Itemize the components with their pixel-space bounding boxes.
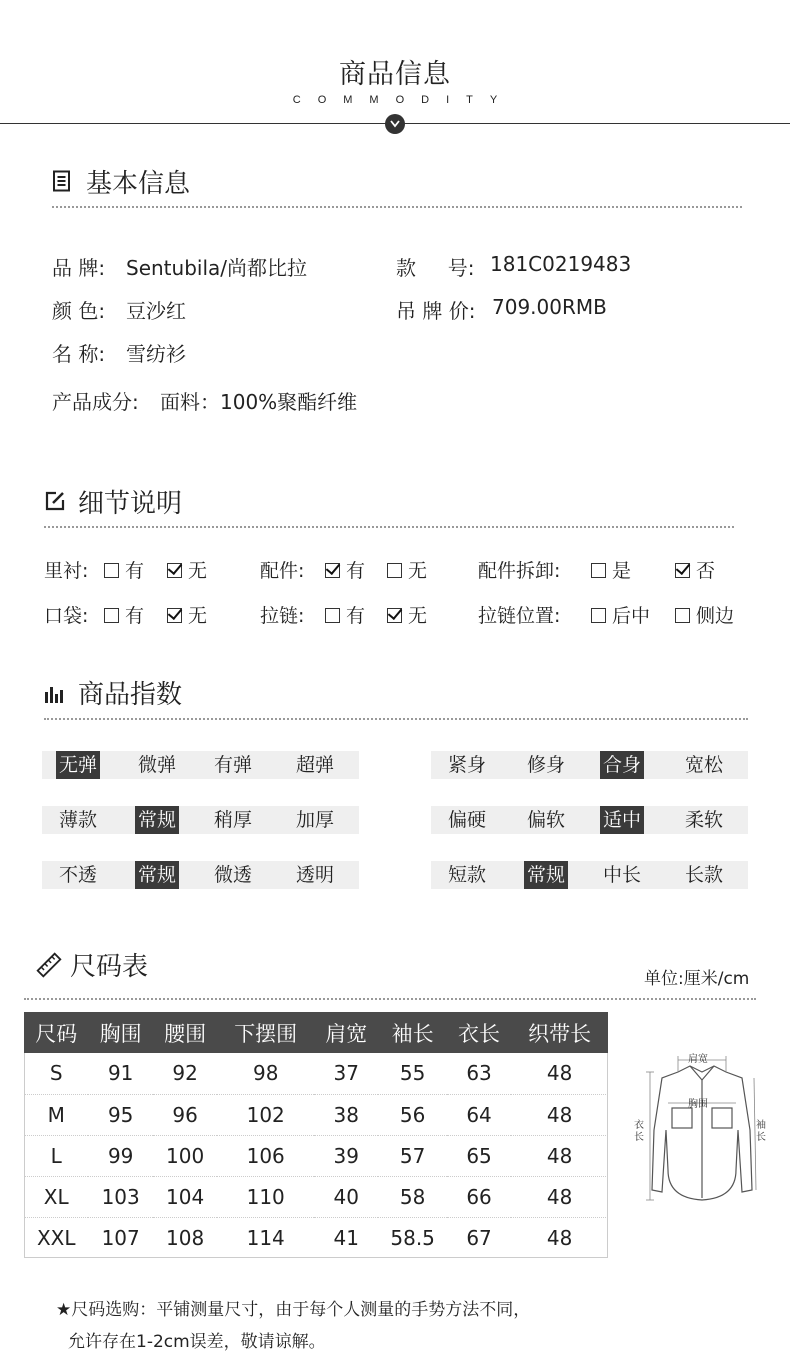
detail-option[interactable]: 侧边 [675,601,734,628]
table-header-cell: 袖长 [378,1012,446,1053]
size-table [24,1012,608,1258]
table-cell: 67 [466,1225,492,1250]
brand-value: Sentubila/尚都比拉 [126,256,307,280]
detail-label: 里衬: [44,560,89,582]
index-option: 不透 [58,864,97,886]
note-line-1: ★尺码选购：平铺测量尺寸，由于每个人测量的手势方法不同， [56,1300,531,1320]
checkbox[interactable] [104,563,119,578]
name-value: 雪纺衫 [126,342,186,366]
diagram-label-chest: 胸围 [688,1099,708,1110]
index-option: 长款 [684,864,723,886]
checkbox[interactable] [104,608,119,623]
table-cell: 48 [511,1135,608,1176]
index-bar [431,751,748,779]
table-cell: 98 [217,1053,314,1094]
section-title-details: 细节说明 [78,489,183,519]
table-cell: XL [24,1176,88,1217]
table-cell: M [24,1094,88,1135]
detail-option[interactable]: 有 [104,601,144,628]
index-bar [42,751,359,779]
section-title-index: 商品指数 [78,680,183,710]
index-option: 短款 [447,864,486,886]
checkbox[interactable] [325,608,340,623]
table-cell: 37 [314,1053,378,1094]
edit-icon [44,490,66,516]
index-option-selected: 无弹 [56,751,100,779]
table-row [24,1217,608,1258]
dotted-divider [44,526,734,528]
checkbox-checked[interactable] [387,608,402,623]
unit-label: 单位:厘米/cm [644,969,750,989]
table-cell: 91 [88,1053,152,1094]
table-cell: 110 [217,1176,314,1217]
composition-value: 面料：100%聚酯纤维 [160,390,358,414]
index-option: 偏硬 [447,809,486,831]
page-subtitle: COMMODITY [292,94,515,106]
table-cell: S [24,1053,88,1094]
price-label: 吊 牌 价: [396,299,476,323]
checkbox[interactable] [591,563,606,578]
index-bar [431,806,748,834]
index-option: 偏软 [526,809,565,831]
index-option: 超弹 [295,754,334,776]
table-cell: 99 [88,1135,152,1176]
color-label: 颜 色: [52,299,106,323]
table-cell: 102 [217,1094,314,1135]
color-value: 豆沙红 [126,299,186,323]
checkbox-checked[interactable] [675,563,690,578]
table-cell: 48 [511,1094,608,1135]
document-icon [52,170,72,196]
dotted-divider [24,998,756,1000]
table-cell: 114 [246,1225,285,1250]
table-cell: 56 [378,1094,446,1135]
section-title-size: 尺码表 [70,952,149,982]
price-value: 709.00RMB [492,295,607,319]
index-option: 微透 [213,864,252,886]
index-option: 紧身 [447,754,486,776]
checkbox[interactable] [675,608,690,623]
checkbox-checked[interactable] [167,563,182,578]
detail-option[interactable]: 有 [104,556,144,583]
composition-label: 产品成分: [52,390,139,414]
table-cell: 104 [153,1176,217,1217]
note-line-2: 允许存在1-2cm误差，敬请谅解。 [68,1332,326,1352]
detail-option[interactable]: 无 [167,556,207,583]
table-cell: XXL [36,1225,76,1250]
table-cell: 66 [447,1176,511,1217]
table-cell: 63 [447,1053,511,1094]
table-header-cell: 肩宽 [314,1012,378,1053]
detail-option[interactable]: 无 [387,556,427,583]
index-option-selected: 常规 [135,861,179,889]
checkbox[interactable] [591,608,606,623]
table-row [24,1094,608,1135]
table-cell: 106 [217,1135,314,1176]
brand-label: 品 牌: [52,256,106,280]
dotted-divider [52,206,742,208]
table-row [24,1176,608,1217]
garment-diagram [632,1050,772,1210]
table-cell: 92 [153,1053,217,1094]
index-option-selected: 常规 [135,806,179,834]
index-option: 稍厚 [213,809,252,831]
checkbox[interactable] [387,563,402,578]
index-bar [431,861,748,889]
table-cell: 100 [153,1135,217,1176]
index-option: 宽松 [684,754,723,776]
bar-chart-icon [44,684,64,708]
table-header-row [24,1012,608,1053]
detail-label: 配件: [260,560,305,582]
diagram-label-length: 衣长 [634,1120,644,1143]
dotted-divider [44,718,748,720]
table-row [24,1053,608,1094]
table-cell: 48 [546,1225,573,1250]
table-cell: 40 [314,1176,378,1217]
table-header-cell: 衣长 [447,1012,511,1053]
table-header-cell: 织带长 [511,1012,608,1053]
table-cell: 57 [378,1135,446,1176]
index-option-selected: 合身 [600,751,644,779]
detail-label: 配件拆卸: [478,560,561,582]
detail-label: 口袋: [44,605,89,627]
shirt-icon [632,1050,772,1210]
table-cell: 96 [153,1094,217,1135]
style-value: 181C0219483 [490,252,632,276]
index-option: 透明 [295,864,334,886]
ruler-icon [36,952,62,982]
index-option-selected: 适中 [600,806,644,834]
detail-option[interactable]: 后中 [591,601,650,628]
table-header-cell: 下摆围 [217,1012,314,1053]
table-header-cell: 胸围 [88,1012,152,1053]
table-cell: 39 [314,1135,378,1176]
table-header-cell: 尺码 [24,1012,88,1053]
checkbox-checked[interactable] [167,608,182,623]
table-cell: 38 [314,1094,378,1135]
table-cell: 48 [511,1176,608,1217]
table-cell: 95 [88,1094,152,1135]
detail-option[interactable]: 否 [675,556,715,583]
table-cell: 55 [378,1053,446,1094]
index-option: 有弹 [213,754,252,776]
table-cell: 58 [378,1176,446,1217]
diagram-label-sleeve: 袖长 [756,1120,766,1143]
table-cell: L [24,1135,88,1176]
table-row [24,1135,608,1176]
checkbox-checked[interactable] [325,563,340,578]
detail-option[interactable]: 无 [387,601,427,628]
index-option: 中长 [602,864,641,886]
detail-label: 拉链位置: [478,605,561,627]
table-cell: 41 [333,1225,359,1250]
index-option-selected: 常规 [524,861,568,889]
table-cell: 108 [166,1225,205,1250]
detail-option[interactable]: 有 [325,556,365,583]
section-title-basic: 基本信息 [86,169,191,199]
style-label: 款 号: [396,256,475,280]
index-option: 微弹 [137,754,176,776]
index-option: 柔软 [684,809,723,831]
diagram-label-shoulder: 肩宽 [688,1054,708,1065]
table-cell: 48 [511,1053,608,1094]
name-label: 名 称: [52,342,106,366]
table-cell: 103 [88,1176,152,1217]
page-title: 商品信息 [339,59,451,90]
index-option: 修身 [526,754,565,776]
index-option: 薄款 [58,809,97,831]
detail-option[interactable]: 是 [591,556,631,583]
index-option: 加厚 [295,809,334,831]
detail-option[interactable]: 有 [325,601,365,628]
chevron-down-icon [385,114,405,134]
detail-label: 拉链: [260,605,305,627]
index-bar [42,861,359,889]
index-bar [42,806,359,834]
table-cell: 107 [101,1225,140,1250]
table-cell: 65 [447,1135,511,1176]
table-cell: 64 [447,1094,511,1135]
table-header-cell: 腰围 [153,1012,217,1053]
detail-option[interactable]: 无 [167,601,207,628]
table-cell: 58.5 [390,1225,435,1250]
